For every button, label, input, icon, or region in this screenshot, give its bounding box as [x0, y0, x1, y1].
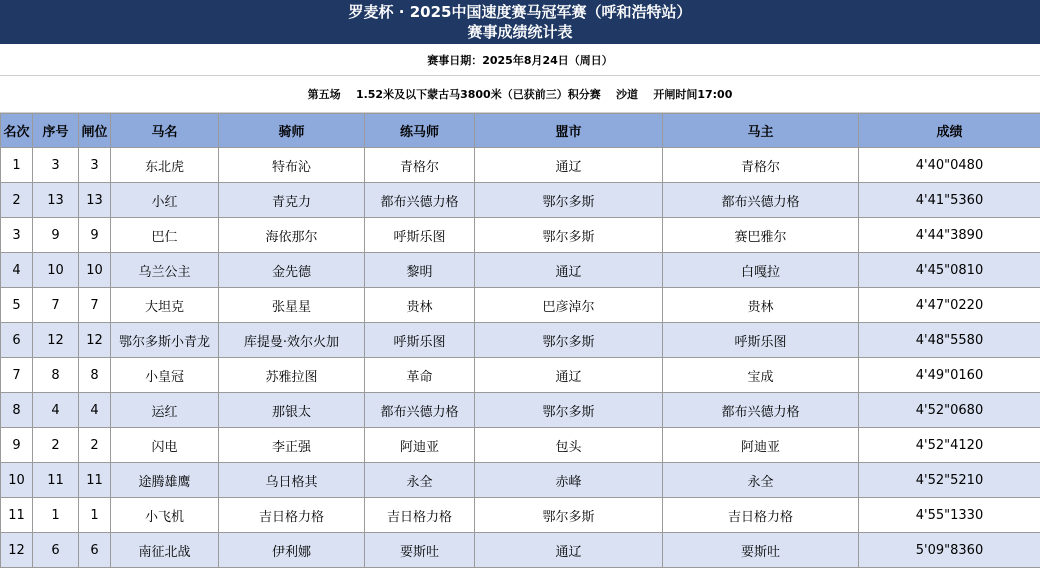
cell-owner: 白嘎拉: [663, 253, 859, 288]
cell-rank: 7: [1, 358, 33, 393]
cell-league: 包头: [475, 428, 663, 463]
cell-horse: 途腾雄鹰: [111, 463, 219, 498]
table-row: [1, 498, 1040, 533]
cell-owner: 贵林: [663, 288, 859, 323]
cell-result: 4'41"5360: [859, 183, 1040, 218]
cell-number: 3: [33, 148, 79, 183]
cell-league: 鄂尔多斯: [475, 218, 663, 253]
cell-league: 通辽: [475, 533, 663, 568]
cell-gate: 8: [79, 358, 111, 393]
cell-rank: 6: [1, 323, 33, 358]
cell-number: 1: [33, 498, 79, 533]
cell-number: 2: [33, 428, 79, 463]
cell-rank: 1: [1, 148, 33, 183]
cell-gate: 3: [79, 148, 111, 183]
race-info: 第五场 1.52米及以下蒙古马3800米（已获前三）积分赛 沙道 开闸时间17:00: [307, 88, 733, 101]
cell-jockey: 张星星: [219, 288, 365, 323]
cell-result: 4'44"3890: [859, 218, 1040, 253]
cell-trainer: 呼斯乐图: [365, 323, 475, 358]
title-banner: [0, 0, 1040, 44]
cell-jockey: 伊利娜: [219, 533, 365, 568]
cell-trainer: 永全: [365, 463, 475, 498]
table-row: [1, 533, 1040, 568]
cell-jockey: 海依那尔: [219, 218, 365, 253]
sheet-title: 赛事成绩统计表: [467, 23, 573, 41]
cell-gate: 6: [79, 533, 111, 568]
table-row: [1, 148, 1040, 183]
header-number: 序号: [33, 114, 79, 148]
cell-result: 4'52"4120: [859, 428, 1040, 463]
cell-trainer: 都布兴德力格: [365, 183, 475, 218]
cell-gate: 7: [79, 288, 111, 323]
cell-number: 4: [33, 393, 79, 428]
cell-result: 4'52"0680: [859, 393, 1040, 428]
cell-league: 鄂尔多斯: [475, 183, 663, 218]
cell-owner: 永全: [663, 463, 859, 498]
cell-result: 4'49"0160: [859, 358, 1040, 393]
cell-result: 4'45"0810: [859, 253, 1040, 288]
cell-rank: 12: [1, 533, 33, 568]
cell-horse: 闪电: [111, 428, 219, 463]
cell-result: 4'55"1330: [859, 498, 1040, 533]
cell-owner: 阿迪亚: [663, 428, 859, 463]
header-owner: 马主: [663, 114, 859, 148]
table-row: [1, 358, 1040, 393]
cell-owner: 都布兴德力格: [663, 183, 859, 218]
cell-number: 13: [33, 183, 79, 218]
cell-horse: 小红: [111, 183, 219, 218]
cell-rank: 10: [1, 463, 33, 498]
cell-league: 赤峰: [475, 463, 663, 498]
cell-league: 通辽: [475, 253, 663, 288]
cell-jockey: 乌日格其: [219, 463, 365, 498]
table-row: [1, 463, 1040, 498]
cell-gate: 9: [79, 218, 111, 253]
cell-jockey: 金先德: [219, 253, 365, 288]
cell-number: 11: [33, 463, 79, 498]
cell-result: 4'40"0480: [859, 148, 1040, 183]
cell-trainer: 要斯吐: [365, 533, 475, 568]
cell-gate: 1: [79, 498, 111, 533]
event-title: 罗麦杯 · 2025中国速度赛马冠军赛（呼和浩特站）: [348, 3, 692, 21]
cell-gate: 12: [79, 323, 111, 358]
cell-rank: 3: [1, 218, 33, 253]
table-row: [1, 183, 1040, 218]
cell-horse: 乌兰公主: [111, 253, 219, 288]
cell-jockey: 库提曼·效尔火加: [219, 323, 365, 358]
header-jockey: 骑师: [219, 114, 365, 148]
cell-jockey: 李正强: [219, 428, 365, 463]
cell-trainer: 贵林: [365, 288, 475, 323]
cell-owner: 都布兴德力格: [663, 393, 859, 428]
table-row: [1, 323, 1040, 358]
cell-trainer: 革命: [365, 358, 475, 393]
cell-league: 通辽: [475, 358, 663, 393]
cell-horse: 小皇冠: [111, 358, 219, 393]
table-row: [1, 428, 1040, 463]
cell-gate: 11: [79, 463, 111, 498]
cell-owner: 呼斯乐图: [663, 323, 859, 358]
cell-horse: 大坦克: [111, 288, 219, 323]
cell-rank: 11: [1, 498, 33, 533]
cell-horse: 东北虎: [111, 148, 219, 183]
cell-league: 鄂尔多斯: [475, 393, 663, 428]
header-gate: 闸位: [79, 114, 111, 148]
cell-owner: 要斯吐: [663, 533, 859, 568]
cell-trainer: 青格尔: [365, 148, 475, 183]
header-league: 盟市: [475, 114, 663, 148]
cell-league: 鄂尔多斯: [475, 323, 663, 358]
cell-horse: 运红: [111, 393, 219, 428]
cell-trainer: 都布兴德力格: [365, 393, 475, 428]
header-trainer: 练马师: [365, 114, 475, 148]
cell-number: 9: [33, 218, 79, 253]
cell-league: 鄂尔多斯: [475, 498, 663, 533]
cell-number: 7: [33, 288, 79, 323]
cell-result: 5'09"8360: [859, 533, 1040, 568]
cell-horse: 鄂尔多斯小青龙: [111, 323, 219, 358]
cell-number: 10: [33, 253, 79, 288]
cell-trainer: 吉日格力格: [365, 498, 475, 533]
cell-rank: 5: [1, 288, 33, 323]
cell-jockey: 那银太: [219, 393, 365, 428]
cell-league: 通辽: [475, 148, 663, 183]
cell-result: 4'47"0220: [859, 288, 1040, 323]
cell-gate: 4: [79, 393, 111, 428]
cell-rank: 8: [1, 393, 33, 428]
table-row: [1, 393, 1040, 428]
cell-owner: 青格尔: [663, 148, 859, 183]
header-horse: 马名: [111, 114, 219, 148]
cell-jockey: 青克力: [219, 183, 365, 218]
cell-owner: 吉日格力格: [663, 498, 859, 533]
header-rank: 名次: [1, 114, 33, 148]
table-row: [1, 288, 1040, 323]
cell-result: 4'48"5580: [859, 323, 1040, 358]
cell-horse: 南征北战: [111, 533, 219, 568]
cell-jockey: 苏雅拉图: [219, 358, 365, 393]
race-date-row: [0, 44, 1040, 76]
table-row: [1, 253, 1040, 288]
cell-number: 8: [33, 358, 79, 393]
cell-gate: 2: [79, 428, 111, 463]
cell-rank: 4: [1, 253, 33, 288]
cell-result: 4'52"5210: [859, 463, 1040, 498]
cell-jockey: 吉日格力格: [219, 498, 365, 533]
results-table: [0, 113, 1040, 568]
cell-horse: 小飞机: [111, 498, 219, 533]
cell-trainer: 黎明: [365, 253, 475, 288]
cell-rank: 9: [1, 428, 33, 463]
cell-gate: 10: [79, 253, 111, 288]
header-result: 成绩: [859, 114, 1040, 148]
cell-number: 6: [33, 533, 79, 568]
race-info-row: [0, 76, 1040, 113]
table-row: [1, 218, 1040, 253]
cell-trainer: 阿迪亚: [365, 428, 475, 463]
cell-owner: 赛巴雅尔: [663, 218, 859, 253]
cell-league: 巴彦淖尔: [475, 288, 663, 323]
cell-owner: 宝成: [663, 358, 859, 393]
cell-jockey: 特布沁: [219, 148, 365, 183]
header-row: [1, 114, 1040, 148]
cell-trainer: 呼斯乐图: [365, 218, 475, 253]
cell-rank: 2: [1, 183, 33, 218]
cell-number: 12: [33, 323, 79, 358]
cell-gate: 13: [79, 183, 111, 218]
cell-horse: 巴仁: [111, 218, 219, 253]
race-date: 赛事日期：2025年8月24日（周日）: [427, 53, 613, 67]
